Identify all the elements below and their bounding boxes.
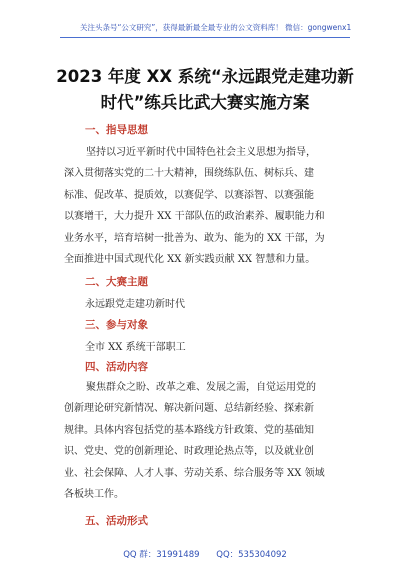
section-heading-theme: 二、大赛主题 xyxy=(85,276,148,288)
section-heading-guiding-thought: 一、指导思想 xyxy=(85,124,148,136)
top-banner: 关注头条号“公文研究”，获得最新最全最专业的公文资料库！ 微信：gongwenx1 xyxy=(80,23,352,32)
document-title xyxy=(40,64,370,116)
header-divider xyxy=(60,37,350,38)
paragraph-line: 标准、促改革、提质效，以赛促学、以赛添智、以赛强能 xyxy=(64,189,314,201)
paragraph-line: 识、党史、党的创新理论、时政理论热点等，以及就业创 xyxy=(64,446,314,458)
section-body-guiding-thought xyxy=(64,142,364,270)
paragraph-line: 聚焦群众之盼、改革之难、发展之需，自觉运用党的 xyxy=(86,382,316,393)
paragraph-line: 坚持以习近平新时代中国特色社会主义思想为指导， xyxy=(86,147,316,158)
title-line-1: 2023 年度 XX 系统“永远跟党走建功新 xyxy=(56,67,354,86)
title-line-2: 时代”练兵比武大赛实施方案 xyxy=(100,93,310,112)
section-heading-participants: 三、参与对象 xyxy=(85,319,148,331)
footer-qq-group: QQ 群：31991489 xyxy=(123,550,200,560)
paragraph-line: 业、社会保障、人才人事、劳动关系、综合服务等 XX 领域 xyxy=(64,467,325,479)
section-heading-activity-form: 五、活动形式 xyxy=(85,515,148,527)
paragraph-line: 创新理论研究新情况、解决新问题、总结新经验、探索新 xyxy=(64,403,314,415)
paragraph-line: 全面推进中国式现代化 XX 新实践贡献 XX 智慧和力量。 xyxy=(64,254,316,266)
paragraph-line: 规律。具体内容包括党的基本路线方针政策、党的基础知 xyxy=(64,424,314,436)
section-body-participants: 全市 XX 系统干部职工 xyxy=(85,342,186,353)
paragraph-line: 以赛增干，大力提升 XX 干部队伍的政治素养、履职能力和 xyxy=(64,211,325,223)
section-heading-activity-content: 四、活动内容 xyxy=(85,361,148,373)
footer-contact xyxy=(60,548,350,560)
paragraph-line: 业务水平，培育培树一批善为、敢为、能为的 XX 干部，为 xyxy=(64,232,325,244)
paragraph-line: 深入贯彻落实党的二十大精神，围绕练队伍、树标兵、建 xyxy=(64,168,314,180)
footer-qq: QQ：535304092 xyxy=(216,550,287,560)
paragraph-line: 各板块工作。 xyxy=(64,489,124,501)
section-body-theme: 永远跟党走建功新时代 xyxy=(85,299,185,310)
section-body-activity-content xyxy=(64,377,364,505)
